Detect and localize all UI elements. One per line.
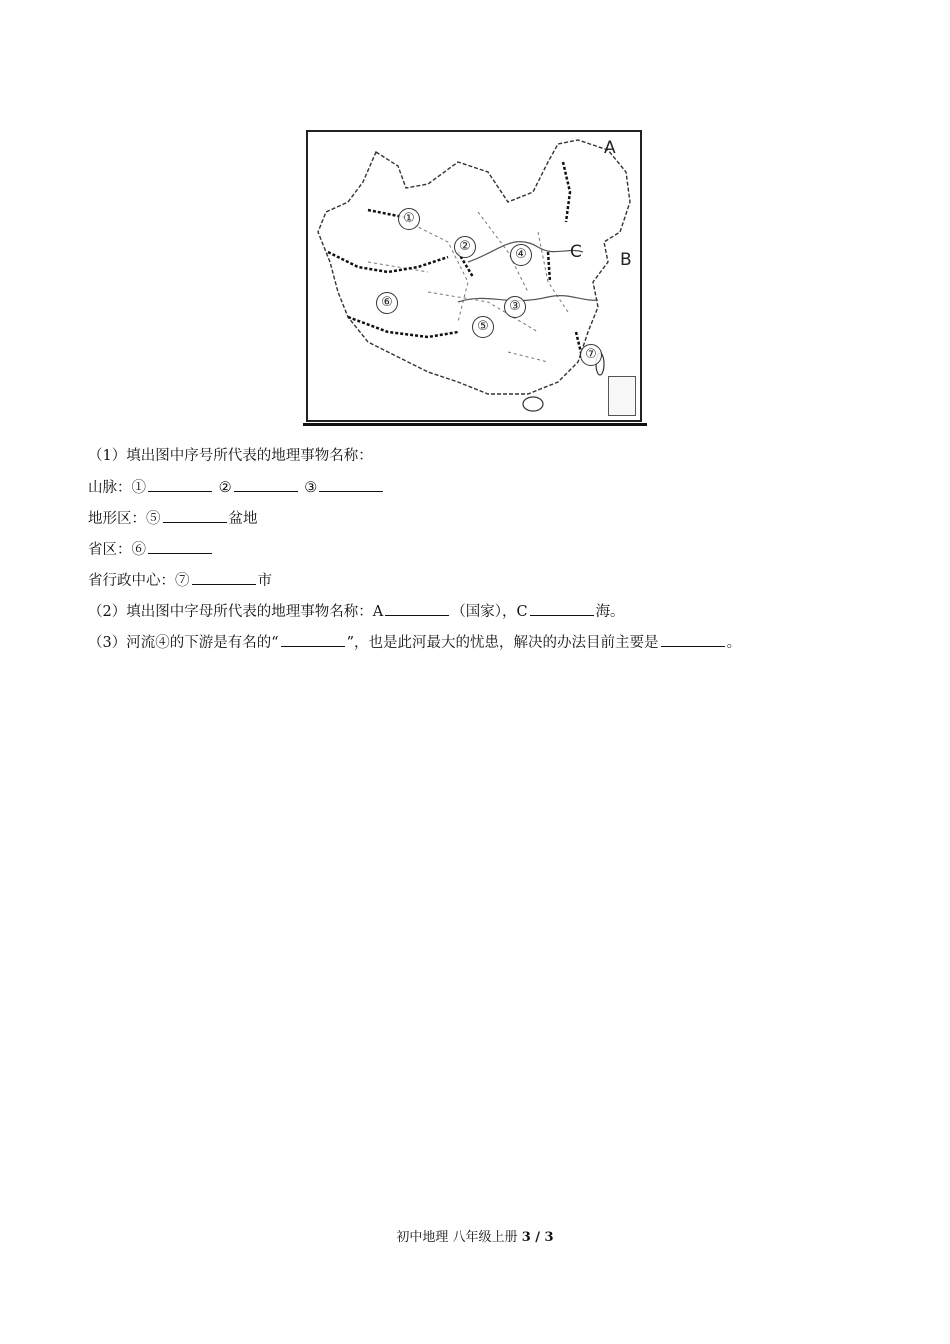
terrain-label: 地形区： <box>88 511 146 527</box>
q2-sea-text: 海。 <box>595 604 625 620</box>
capital-line <box>88 570 272 591</box>
footer-page-number: 3 / 3 <box>521 1230 554 1245</box>
map-number-5: ⑤ <box>472 316 494 338</box>
question-3-line <box>88 632 741 653</box>
terrain-line <box>88 508 258 529</box>
map-number-4: ④ <box>510 244 532 266</box>
map-number-3: ③ <box>504 296 526 318</box>
terrain-number-5: ⑤ <box>146 511 161 527</box>
province-label: 省区： <box>88 542 132 558</box>
question-1-intro <box>88 446 373 466</box>
terrain-suffix: 盆地 <box>228 511 258 527</box>
blank-mountain-1[interactable] <box>148 477 212 492</box>
capital-suffix: 市 <box>257 573 272 589</box>
question-2-line <box>88 601 625 622</box>
blank-capital-7[interactable] <box>192 570 256 585</box>
blank-mountain-2[interactable] <box>234 477 298 492</box>
south-china-sea-inset <box>608 376 636 416</box>
province-number-6: ⑥ <box>131 542 146 558</box>
map-drawing <box>308 132 640 420</box>
blank-solution[interactable] <box>661 632 725 647</box>
blank-mountain-3[interactable] <box>319 477 383 492</box>
map-number-6: ⑥ <box>376 292 398 314</box>
q3-part3-text: 。 <box>726 635 742 651</box>
blank-terrain-5[interactable] <box>163 508 227 523</box>
map-letter-a: A <box>604 138 616 158</box>
blank-sea-c[interactable] <box>530 601 594 616</box>
mountains-line <box>88 477 385 498</box>
mountains-number-2: ② <box>218 480 232 496</box>
q2-intro-text: （2）填出图中字母所代表的地理事物名称：A <box>88 604 384 620</box>
mountains-label: 山脉： <box>88 480 132 496</box>
map-number-1: ① <box>398 208 420 230</box>
province-line <box>88 539 214 560</box>
mountains-number-3: ③ <box>304 480 318 496</box>
q3-part1-text: （3）河流④的下游是有名的“ <box>88 635 279 651</box>
capital-number-7: ⑦ <box>175 573 190 589</box>
capital-label: 省行政中心： <box>88 573 175 589</box>
map-underline <box>303 423 647 426</box>
map-number-7: ⑦ <box>580 344 602 366</box>
q1-intro-text: （1）填出图中序号所代表的地理事物名称： <box>88 448 373 464</box>
blank-river-lower[interactable] <box>281 632 345 647</box>
page-footer <box>0 1226 950 1245</box>
q2-country-text: （国家），C <box>451 604 528 620</box>
china-map-figure <box>306 130 642 422</box>
blank-country-a[interactable] <box>385 601 449 616</box>
map-letter-c: C <box>570 242 582 262</box>
q3-part2-text: ”，也是此河最大的忧患，解决的办法目前主要是 <box>346 635 659 651</box>
blank-province-6[interactable] <box>148 539 212 554</box>
footer-title: 初中地理 八年级上册 <box>396 1230 522 1245</box>
map-letter-b: B <box>620 250 632 270</box>
mountains-number-1: ① <box>131 480 146 496</box>
map-number-2: ② <box>454 236 476 258</box>
